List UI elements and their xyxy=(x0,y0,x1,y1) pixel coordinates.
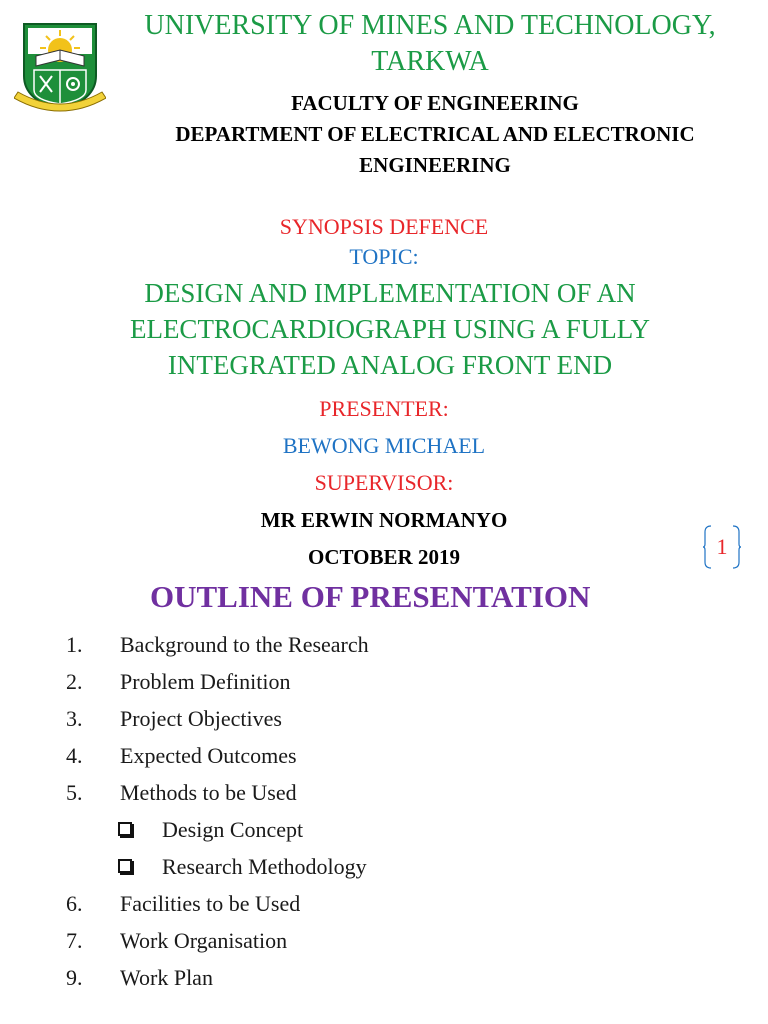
checkbox-bullet-icon xyxy=(118,822,132,836)
list-item-text: Facilities to be Used xyxy=(120,891,301,916)
list-item-text: Project Objectives xyxy=(120,706,282,731)
list-item-text: Work Plan xyxy=(120,965,213,990)
list-item-text: Background to the Research xyxy=(120,632,369,657)
presenter-label: PRESENTER: xyxy=(319,396,449,421)
department-heading-line2: ENGINEERING xyxy=(359,153,511,177)
university-name-line2: TARKWA xyxy=(371,46,489,77)
topic-label: TOPIC: xyxy=(349,244,419,269)
list-item-text: Expected Outcomes xyxy=(120,743,297,768)
list-item-number: 1. xyxy=(66,632,83,657)
presentation-date: OCTOBER 2019 xyxy=(308,545,460,569)
list-item-text: Work Organisation xyxy=(120,928,288,953)
department-heading-line1: DEPARTMENT OF ELECTRICAL AND ELECTRONIC xyxy=(175,122,695,146)
list-item-number: 6. xyxy=(66,891,83,916)
topic-title-line2: ELECTROCARDIOGRAPH USING A FULLY xyxy=(129,314,651,344)
list-item-number: 9. xyxy=(66,965,83,990)
supervisor-name: MR ERWIN NORMANYO xyxy=(260,508,508,532)
outline-title: OUTLINE OF PRESENTATION xyxy=(150,579,591,614)
page-number-value: 1 xyxy=(716,534,728,559)
list-item-text: Research Methodology xyxy=(162,854,367,879)
university-crest-logo xyxy=(14,20,106,116)
list-item-text: Methods to be Used xyxy=(120,780,297,805)
list-item-number: 2. xyxy=(66,669,83,694)
list-item-text: Design Concept xyxy=(162,817,304,842)
page-number xyxy=(703,524,741,570)
list-item-number: 4. xyxy=(66,743,83,768)
checkbox-bullet-icon xyxy=(118,859,132,873)
event-title: SYNOPSIS DEFENCE xyxy=(279,214,489,239)
list-item-number: 5. xyxy=(66,780,83,805)
university-name-line1: UNIVERSITY OF MINES AND TECHNOLOGY, xyxy=(144,10,716,41)
presenter-name: BEWONG MICHAEL xyxy=(282,433,486,458)
topic-title-line3: INTEGRATED ANALOG FRONT END xyxy=(167,350,613,380)
list-item-text: Problem Definition xyxy=(120,669,291,694)
topic-title xyxy=(90,275,690,383)
faculty-heading: FACULTY OF ENGINEERING xyxy=(291,91,579,115)
list-item-number: 7. xyxy=(66,928,83,953)
university-name xyxy=(100,8,760,80)
list-item-number: 3. xyxy=(66,706,83,731)
topic-title-line1: DESIGN AND IMPLEMENTATION OF AN xyxy=(144,278,636,308)
supervisor-label: SUPERVISOR: xyxy=(314,470,454,495)
